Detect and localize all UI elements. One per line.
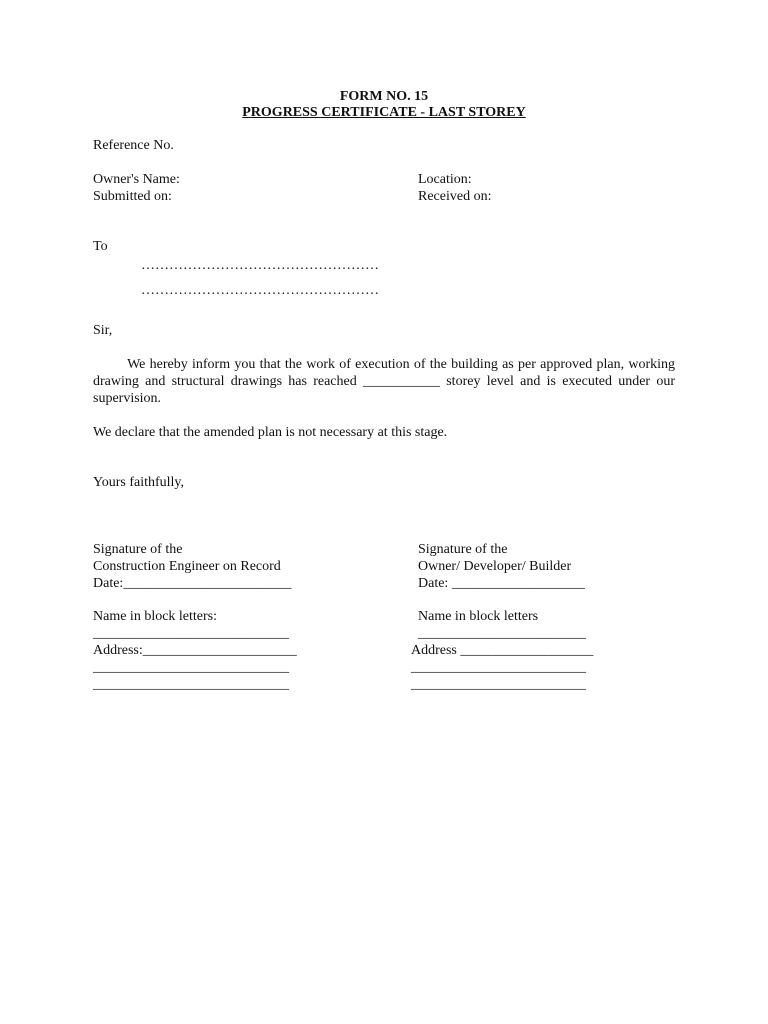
right-address-blank-1: _________________________ bbox=[411, 660, 586, 675]
to-label: To bbox=[93, 239, 108, 254]
body-paragraph-1: We hereby inform you that the work of execution of the building as per approved plan, working drawing and structural drawings has reached ___________ storey level and is executed under our supervision. bbox=[93, 357, 679, 406]
form-title bbox=[0, 104, 768, 121]
received-on-label: Received on: bbox=[418, 189, 492, 204]
closing: Yours faithfully, bbox=[93, 475, 185, 490]
address-dots-line-1: …………………………………………… bbox=[141, 258, 379, 273]
right-address-blank-2: _________________________ bbox=[411, 677, 586, 692]
form-title-text: PROGRESS CERTIFICATE - LAST STOREY bbox=[242, 105, 526, 120]
right-date-field: Date: ___________________ bbox=[418, 576, 585, 591]
right-name-label: Name in block letters bbox=[418, 609, 539, 624]
left-address-field: Address:______________________ bbox=[93, 643, 297, 658]
body-paragraph-2: We declare that the amended plan is not necessary at this stage. bbox=[93, 425, 448, 440]
left-name-blank: ____________________________ bbox=[93, 626, 289, 641]
owner-name-label: Owner's Name: bbox=[93, 172, 180, 187]
left-date-field: Date:________________________ bbox=[93, 576, 292, 591]
location-label: Location: bbox=[418, 172, 472, 187]
right-signature-line-1: Signature of the bbox=[418, 542, 508, 557]
right-name-blank: ________________________ bbox=[418, 626, 586, 641]
address-dots-line-2: …………………………………………… bbox=[141, 283, 379, 298]
left-signature-line-2: Construction Engineer on Record bbox=[93, 559, 281, 574]
left-address-blank-2: ____________________________ bbox=[93, 677, 289, 692]
salutation: Sir, bbox=[93, 323, 113, 338]
right-signature-line-2: Owner/ Developer/ Builder bbox=[418, 559, 572, 574]
reference-no-label: Reference No. bbox=[93, 138, 174, 153]
left-name-label: Name in block letters: bbox=[93, 609, 218, 624]
right-address-field: Address ___________________ bbox=[411, 643, 594, 658]
left-signature-line-1: Signature of the bbox=[93, 542, 183, 557]
form-number: FORM NO. 15 bbox=[339, 89, 429, 104]
submitted-on-label: Submitted on: bbox=[93, 189, 172, 204]
left-address-blank-1: ____________________________ bbox=[93, 660, 289, 675]
